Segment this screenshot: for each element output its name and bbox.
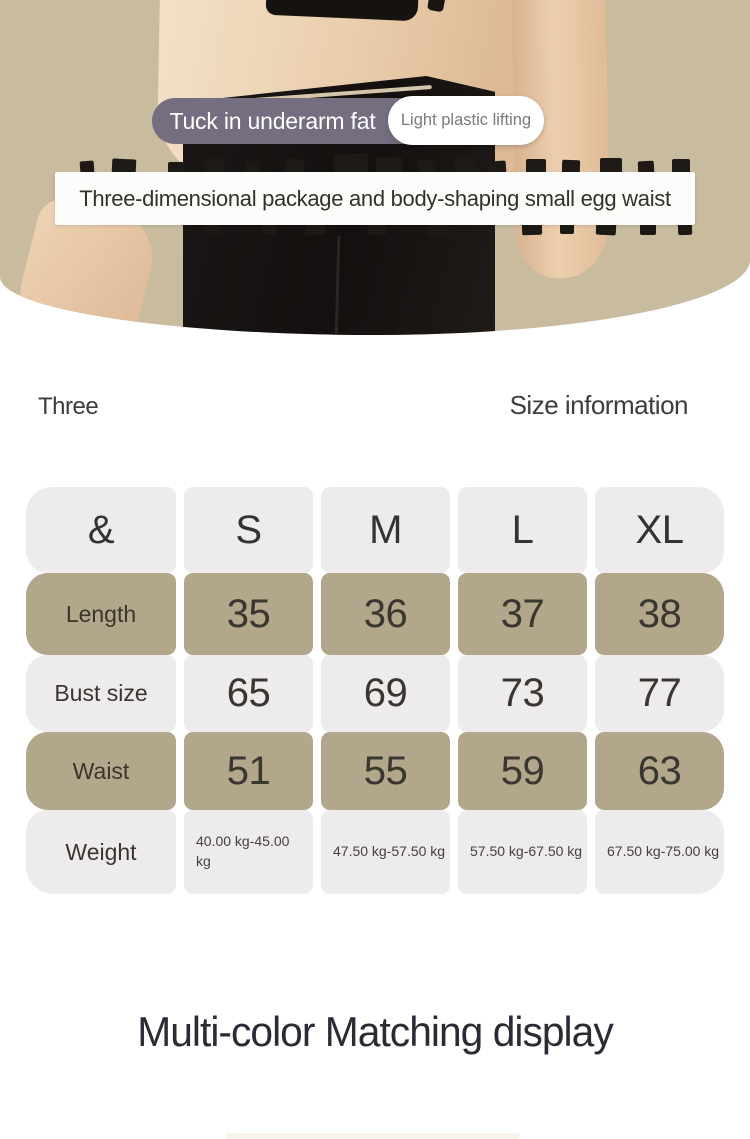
table-value: 73 — [458, 655, 587, 732]
row-label-weight: Weight — [26, 810, 176, 894]
weight-range: 47.50 kg-57.50 kg — [333, 843, 446, 860]
table-value — [184, 810, 313, 894]
weight-range: 67.50 kg-75.00 kg — [607, 843, 720, 860]
table-value: 77 — [595, 655, 724, 732]
table-value: 35 — [184, 573, 313, 655]
section-title: Size information — [509, 390, 688, 420]
glyph-mark — [376, 157, 402, 173]
feature-banner — [55, 172, 695, 225]
multicolor-section-title: Multi-color Matching display — [137, 1008, 613, 1055]
table-value: 55 — [321, 732, 450, 810]
table-value: 37 — [458, 573, 587, 655]
table-value — [595, 810, 724, 894]
size-section-header — [0, 390, 750, 426]
glyph-mark — [334, 153, 369, 173]
table-value: 38 — [595, 573, 724, 655]
table-value: 63 — [595, 732, 724, 810]
glyph-mark — [262, 224, 276, 234]
hero-photo — [0, 0, 750, 335]
size-table-header-cell: S — [184, 487, 313, 573]
size-table-header-cell: M — [321, 487, 450, 573]
row-label-bust: Bust size — [26, 655, 176, 732]
size-table-header-cell: L — [458, 487, 587, 573]
table-value: 69 — [321, 655, 450, 732]
glyph-mark — [600, 158, 622, 173]
table-value: 65 — [184, 655, 313, 732]
feature-banner-text: Three-dimensional package and body-shaping small egg waist — [79, 185, 671, 211]
weight-range: 40.00 kg-45.00 kg — [196, 833, 290, 869]
glyph-mark — [476, 224, 492, 235]
row-label-waist: Waist — [26, 732, 176, 810]
size-table-header-cell: XL — [595, 487, 724, 573]
feature-pill-primary-label: Tuck in underarm fat — [169, 107, 376, 134]
table-value — [321, 810, 450, 894]
table-value: 59 — [458, 732, 587, 810]
feature-pill-secondary — [388, 96, 544, 145]
row-label-length: Length — [26, 573, 176, 655]
glyph-mark — [526, 159, 546, 173]
size-table — [26, 487, 724, 894]
weight-range: 57.50 kg-67.50 kg — [470, 843, 583, 860]
glyph-mark — [672, 159, 690, 173]
table-value: 51 — [184, 732, 313, 810]
glyph-mark — [454, 158, 476, 173]
size-table-header-cell: & — [26, 487, 176, 573]
table-value: 36 — [321, 573, 450, 655]
next-section-preview — [225, 1133, 520, 1139]
glyph-mark — [368, 224, 386, 235]
glyph-mark — [640, 224, 656, 235]
glyph-mark — [560, 224, 574, 234]
section-left-label: Three — [38, 393, 99, 420]
feature-pill-secondary-label: Light plastic lifting — [400, 111, 532, 129]
table-value — [458, 810, 587, 894]
